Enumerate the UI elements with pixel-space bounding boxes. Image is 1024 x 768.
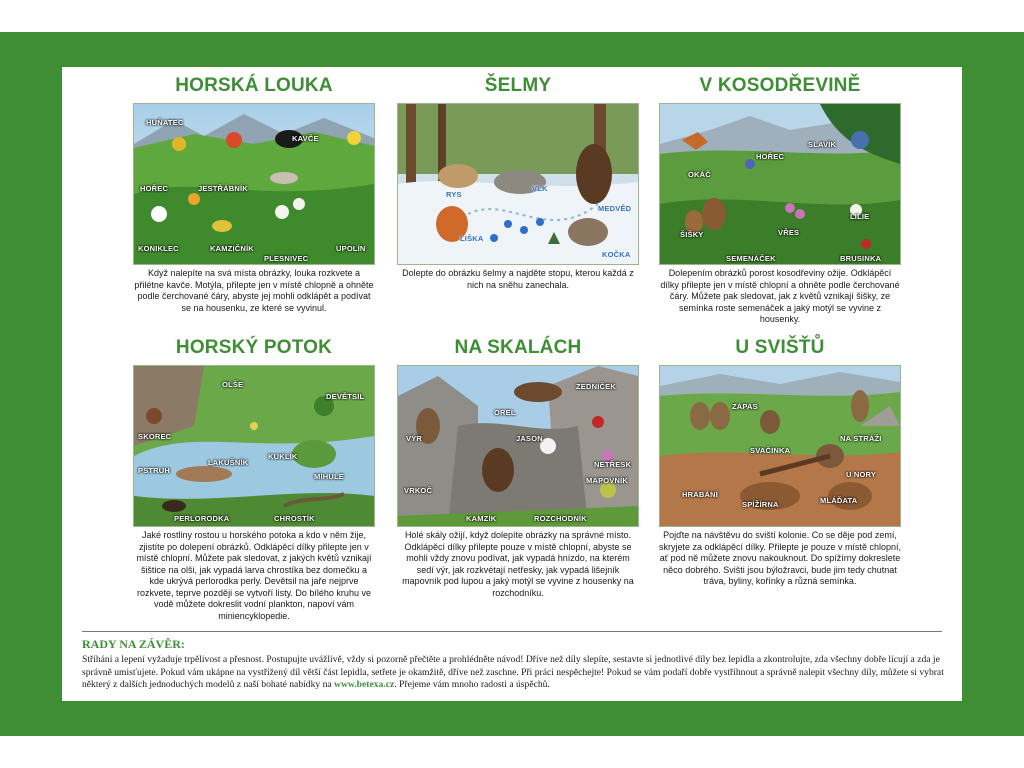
label-hrabani: HRABÁNÍ bbox=[682, 490, 718, 499]
label-vrkoc: VRKOČ bbox=[404, 486, 433, 495]
panel-description: Dolepte do obrázku šelmy a najděte stopu, kterou každá z nich na sněhu zanechala. bbox=[402, 268, 634, 290]
rocks-illustration bbox=[397, 365, 639, 527]
panel-title: U SVIŠŤŮ bbox=[735, 337, 825, 358]
label-skorec: SKOREC bbox=[138, 432, 172, 441]
label-liska: LIŠKA bbox=[460, 234, 484, 243]
label-chrostik: CHROSTÍK bbox=[274, 514, 315, 523]
label-hunatec: HUŇATEC bbox=[146, 118, 184, 127]
tips-body: Stříhání a lepení vyžaduje trpělivost a přesnost. Postupujte uvážlivě, vždy si pozorně přečtěte a prohlédněte návod! Dříve než díly slepíte, sestavte si jednotlivé díly bez lepidla a zkontrolujte, zda všechny dobře lícují a zda je správně umisťujete. Pokud vám ukápne na vystřížený díl větší část lepidla, setřete je okamžitě, dříve než zaschne. Při práci nespěchejte! Pokud se vám podaří dobře vystřihnout a správně nalepit všechny díly, můžete si vybrat některý z dalších jednoduchých modelů z naší bohaté nabídky na bbox=[82, 654, 944, 690]
panel-horska-louka bbox=[129, 69, 379, 314]
stream-scene-icon bbox=[134, 366, 374, 526]
carnivores-illustration bbox=[397, 103, 639, 265]
label-rys: RYS bbox=[446, 190, 462, 199]
label-mapovnik: MAPOVNÍK bbox=[586, 476, 629, 485]
label-brusinka: BRUSINKA bbox=[840, 254, 882, 263]
label-kamzicnik: KAMZIČNÍK bbox=[210, 244, 254, 253]
label-jestrabnik: JESTŘÁBNÍK bbox=[198, 184, 248, 193]
label-semenacek: SEMENÁČEK bbox=[726, 254, 776, 263]
label-mihule: MIHULE bbox=[314, 472, 344, 481]
label-zednicek: ZEDNÍČEK bbox=[576, 382, 616, 391]
label-vlk: VLK bbox=[532, 184, 548, 193]
mountain-stream-illustration bbox=[133, 365, 375, 527]
label-lakusnik: LAKUŠNÍK bbox=[208, 458, 249, 467]
label-okac: OKÁČ bbox=[688, 170, 711, 179]
label-olse: OLŠE bbox=[222, 380, 244, 389]
tips-closing: . Přejeme vám mnoho radosti a úspěchů. bbox=[394, 679, 550, 690]
label-kuklik: KUKLÍK bbox=[268, 452, 298, 461]
label-na-strazi: NA STRÁŽI bbox=[840, 434, 882, 443]
panel-description: Pojďte na návštěvu do sviští kolonie. Co se děje pod zemí, skryjete za odklápěcí dílky. Přilepte je pouze v místě chlopní, ať pod ně můžete znovu nakouknout. Do spížírny dokreslete něco dobrého. Svišti jsou býložravci, bude jim tedy chutnat tráva, byliny, kořínky a různá semínka. bbox=[659, 530, 901, 586]
tips-section bbox=[82, 637, 944, 692]
panel-title: NA SKALÁCH bbox=[454, 337, 582, 358]
panel-v-kosodrevine bbox=[655, 69, 905, 326]
label-devetsil: DEVĚTSIL bbox=[326, 392, 365, 401]
label-netresk: NETŘESK bbox=[594, 460, 632, 469]
label-plesnivec: PLESNIVEC bbox=[264, 254, 309, 263]
label-koniklec: KONIKLEC bbox=[138, 244, 179, 253]
panel-selmy bbox=[393, 69, 643, 291]
panel-u-svistu bbox=[655, 331, 905, 588]
dwarf-pine-scene-icon bbox=[660, 104, 900, 264]
panel-title: V KOSODŘEVINĚ bbox=[699, 75, 861, 96]
label-lilie: LILIE bbox=[850, 212, 870, 221]
tips-title: RADY NA ZÁVĚR: bbox=[82, 637, 185, 651]
label-zapas: ZÁPAS bbox=[732, 402, 758, 411]
divider bbox=[82, 631, 942, 632]
label-spizirna: SPÍŽÍRNA bbox=[742, 500, 779, 509]
dwarf-pine-illustration bbox=[659, 103, 901, 265]
label-medved: MEDVĚD bbox=[598, 204, 632, 213]
label-slavik: SLAVÍK bbox=[808, 140, 837, 149]
label-mladata: MLÁĎATA bbox=[820, 496, 858, 505]
website-link[interactable]: www.betexa.cz bbox=[334, 679, 395, 690]
label-kamzik: KAMZÍK bbox=[466, 514, 497, 523]
panel-description: Jaké rostliny rostou u horského potoka a kdo v něm žije, zjistíte po dolepení obrázků. Odklápěcí dílky přilepte jen v místě chlopní. Můžete pak sledovat, z jakých květů vznikají šištice na olši, jak vypadá larva chrostíka bez domečku a kde ukrývá perlorodka perly. Devětsil na jaře nejprve rozkvete, teprve později se vytvoří listy. Do bílého kruhu ve vodě můžete dokreslit vodní plankton, napoví vám miniencyklopedie. bbox=[136, 530, 372, 621]
label-horec: HOŘEC bbox=[140, 184, 169, 193]
label-rozchodnik: ROZCHODNÍK bbox=[534, 514, 587, 523]
label-orel: OREL bbox=[494, 408, 516, 417]
panel-horsky-potok bbox=[129, 331, 379, 622]
label-vyr: VÝR bbox=[406, 434, 423, 443]
label-sisky: ŠIŠKY bbox=[680, 230, 704, 239]
instruction-sheet bbox=[62, 67, 962, 701]
panel-na-skalach bbox=[393, 331, 643, 599]
meadow-illustration bbox=[133, 103, 375, 265]
label-horec: HOŘEC bbox=[756, 152, 785, 161]
tips-text bbox=[82, 654, 944, 692]
panel-title: HORSKÝ POTOK bbox=[175, 337, 333, 358]
label-jason: JASON bbox=[516, 434, 543, 443]
panel-title: ŠELMY bbox=[484, 75, 552, 96]
label-pstruh: PSTRUH bbox=[138, 466, 171, 475]
snowy-forest-scene-icon bbox=[398, 104, 638, 264]
label-u-nory: U NORY bbox=[846, 470, 877, 479]
label-perlorodka: PERLORODKA bbox=[174, 514, 230, 523]
panel-description: Dolepením obrázků porost kosodřeviny ožije. Odklápěcí dílky přilepte jen v místě chlopní a ohněte podle čerchované čáry. Můžete pak sledovat, jak z květů vznikají šišky, ze semínka roste semenáček a jaký motýl se vyvine z housenky. bbox=[660, 268, 900, 324]
label-kocka: KOČKA bbox=[602, 250, 631, 259]
panel-title: HORSKÁ LOUKA bbox=[175, 75, 333, 96]
label-upolin: UPOLÍN bbox=[336, 244, 366, 253]
label-vres: VŘES bbox=[778, 228, 800, 237]
panel-description: Holé skály ožijí, když dolepíte obrázky na správné místo. Odklápěcí dílky přilepte pouze v místě chlopní, abyste se mohli vždy znovu podívat, jak vypadá hnízdo, na kterém sedí výr, jak rozkvétají netřesky, jak vypadá lišejník mapovník pod lupou a jaký motýl se vyvine z housenky na rozchodníku. bbox=[402, 530, 634, 598]
meadow-scene-icon bbox=[134, 104, 374, 264]
marmots-illustration bbox=[659, 365, 901, 527]
panel-description: Když nalepíte na svá místa obrázky, louka rozkvete a přilétne kavče. Motýla, přilepte jen v místě chlopně a ohněte podle čerchované čáry, abyste jej mohli odklápět a podívat se na housenku, ze které se vyvinul. bbox=[134, 268, 374, 313]
label-kavce: KAVČE bbox=[292, 134, 319, 143]
label-svacinka: SVAČINKA bbox=[750, 446, 791, 455]
